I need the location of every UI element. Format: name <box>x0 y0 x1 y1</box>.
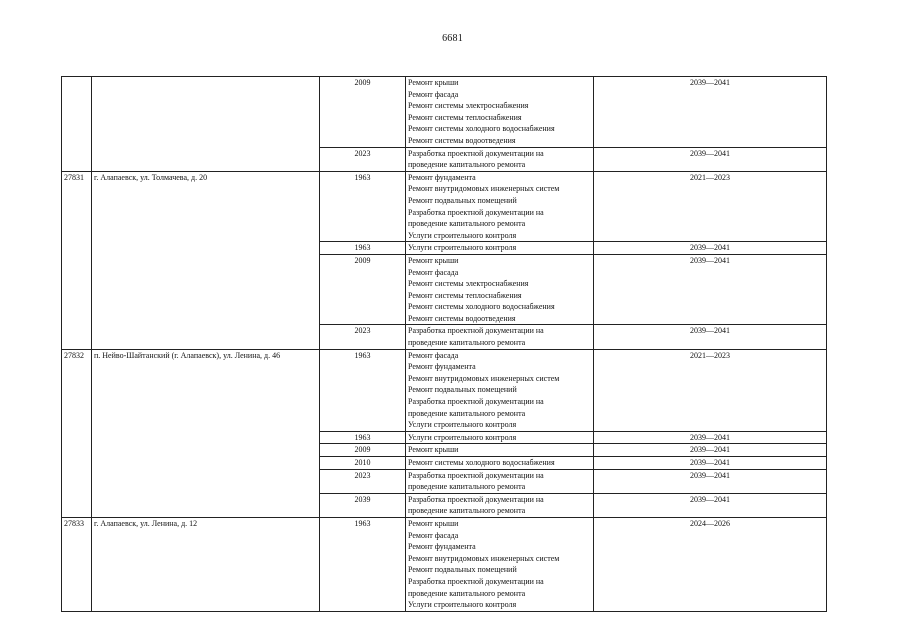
period-cell: 2021—2023 <box>594 171 827 242</box>
period-cell: 2039—2041 <box>594 242 827 255</box>
works-cell <box>406 517 594 611</box>
year-cell: 1963 <box>320 242 406 255</box>
year-cell: 2023 <box>320 147 406 171</box>
address-cell: г. Алапаевск, ул. Толмачева, д. 20 <box>92 171 320 349</box>
work-item: проведение капитального ремонта <box>408 219 526 229</box>
works-cell <box>406 444 594 457</box>
work-item: Ремонт системы водоотведения <box>408 313 516 323</box>
table-row <box>62 171 827 242</box>
work-item: Ремонт системы водоотведения <box>408 135 516 145</box>
period-cell: 2039—2041 <box>594 457 827 470</box>
works-cell <box>406 77 594 148</box>
year-cell: 2039 <box>320 493 406 517</box>
year-cell: 1963 <box>320 431 406 444</box>
works-cell <box>406 254 594 325</box>
period-cell: 2039—2041 <box>594 254 827 325</box>
work-item: Ремонт фундамента <box>408 362 476 372</box>
work-item: Ремонт системы электроснабжения <box>408 101 529 111</box>
work-item: Ремонт крыши <box>408 518 459 528</box>
period-cell: 2024—2026 <box>594 517 827 611</box>
page-number: 6681 <box>442 33 463 44</box>
table-row <box>62 517 827 611</box>
work-item: Разработка проектной документации на <box>408 397 544 407</box>
work-item: Ремонт крыши <box>408 255 459 265</box>
table-row <box>62 77 827 148</box>
work-item: Ремонт подвальных помещений <box>408 565 517 575</box>
year-cell: 2023 <box>320 325 406 349</box>
work-item: проведение капитального ремонта <box>408 482 526 492</box>
works-cell <box>406 431 594 444</box>
work-item: проведение капитального ремонта <box>408 338 526 348</box>
period-cell: 2039—2041 <box>594 77 827 148</box>
repair-schedule-body <box>62 77 827 612</box>
year-cell: 2009 <box>320 77 406 148</box>
year-cell: 1963 <box>320 517 406 611</box>
work-item: Разработка проектной документации на <box>408 148 544 158</box>
work-item: Ремонт подвальных помещений <box>408 195 517 205</box>
period-cell: 2039—2041 <box>594 325 827 349</box>
work-item: Услуги строительного контроля <box>408 230 517 240</box>
repair-schedule-table <box>61 76 827 612</box>
work-item: Ремонт фундамента <box>408 172 476 182</box>
work-item: Разработка проектной документации на <box>408 494 544 504</box>
building-number-cell <box>62 77 92 172</box>
period-cell: 2039—2041 <box>594 431 827 444</box>
building-number-cell: 27831 <box>62 171 92 349</box>
work-item: проведение капитального ремонта <box>408 588 526 598</box>
year-cell: 2023 <box>320 469 406 493</box>
work-item: Ремонт крыши <box>408 78 459 87</box>
building-number-cell: 27833 <box>62 517 92 611</box>
work-item: Ремонт фасада <box>408 350 459 360</box>
address-cell <box>92 77 320 172</box>
work-item: Разработка проектной документации на <box>408 470 544 480</box>
work-item: Ремонт фасада <box>408 530 459 540</box>
works-cell <box>406 171 594 242</box>
building-number-cell: 27832 <box>62 349 92 517</box>
work-item: Ремонт подвальных помещений <box>408 385 517 395</box>
work-item: Ремонт системы теплоснабжения <box>408 290 522 300</box>
address-cell: г. Алапаевск, ул. Ленина, д. 12 <box>92 517 320 611</box>
work-item: Ремонт крыши <box>408 445 459 455</box>
work-item: Ремонт системы холодного водоснабжения <box>408 124 555 134</box>
address-cell: п. Нейво-Шайтанский (г. Алапаевск), ул. Ленина, д. 46 <box>92 349 320 517</box>
work-item: Услуги строительного контроля <box>408 420 517 430</box>
year-cell: 2009 <box>320 444 406 457</box>
work-item: Разработка проектной документации на <box>408 326 544 336</box>
works-cell <box>406 469 594 493</box>
work-item: Ремонт внутридомовых инженерных систем <box>408 184 560 194</box>
work-item: Ремонт фасада <box>408 89 459 99</box>
work-item: проведение капитального ремонта <box>408 408 526 418</box>
work-item: Ремонт фасада <box>408 267 459 277</box>
work-item: проведение капитального ремонта <box>408 506 526 516</box>
work-item: Услуги строительного контроля <box>408 243 517 253</box>
period-cell: 2039—2041 <box>594 493 827 517</box>
table-row <box>62 349 827 431</box>
year-cell: 1963 <box>320 171 406 242</box>
work-item: Ремонт системы холодного водоснабжения <box>408 458 555 467</box>
work-item: Разработка проектной документации на <box>408 576 544 586</box>
work-item: Ремонт внутридомовых инженерных систем <box>408 553 560 563</box>
works-cell <box>406 349 594 431</box>
work-item: Услуги строительного контроля <box>408 600 517 610</box>
works-cell <box>406 325 594 349</box>
works-cell <box>406 457 594 470</box>
work-item: проведение капитального ремонта <box>408 160 526 170</box>
period-cell: 2039—2041 <box>594 147 827 171</box>
work-item: Разработка проектной документации на <box>408 207 544 217</box>
year-cell: 2009 <box>320 254 406 325</box>
works-cell <box>406 493 594 517</box>
period-cell: 2039—2041 <box>594 444 827 457</box>
works-cell <box>406 242 594 255</box>
year-cell: 2010 <box>320 457 406 470</box>
work-item: Услуги строительного контроля <box>408 432 517 442</box>
works-cell <box>406 147 594 171</box>
period-cell: 2039—2041 <box>594 469 827 493</box>
period-cell: 2021—2023 <box>594 349 827 431</box>
work-item: Ремонт системы холодного водоснабжения <box>408 302 555 312</box>
work-item: Ремонт фундамента <box>408 542 476 552</box>
work-item: Ремонт системы электроснабжения <box>408 279 529 289</box>
work-item: Ремонт системы теплоснабжения <box>408 112 522 122</box>
year-cell: 1963 <box>320 349 406 431</box>
work-item: Ремонт внутридомовых инженерных систем <box>408 373 560 383</box>
